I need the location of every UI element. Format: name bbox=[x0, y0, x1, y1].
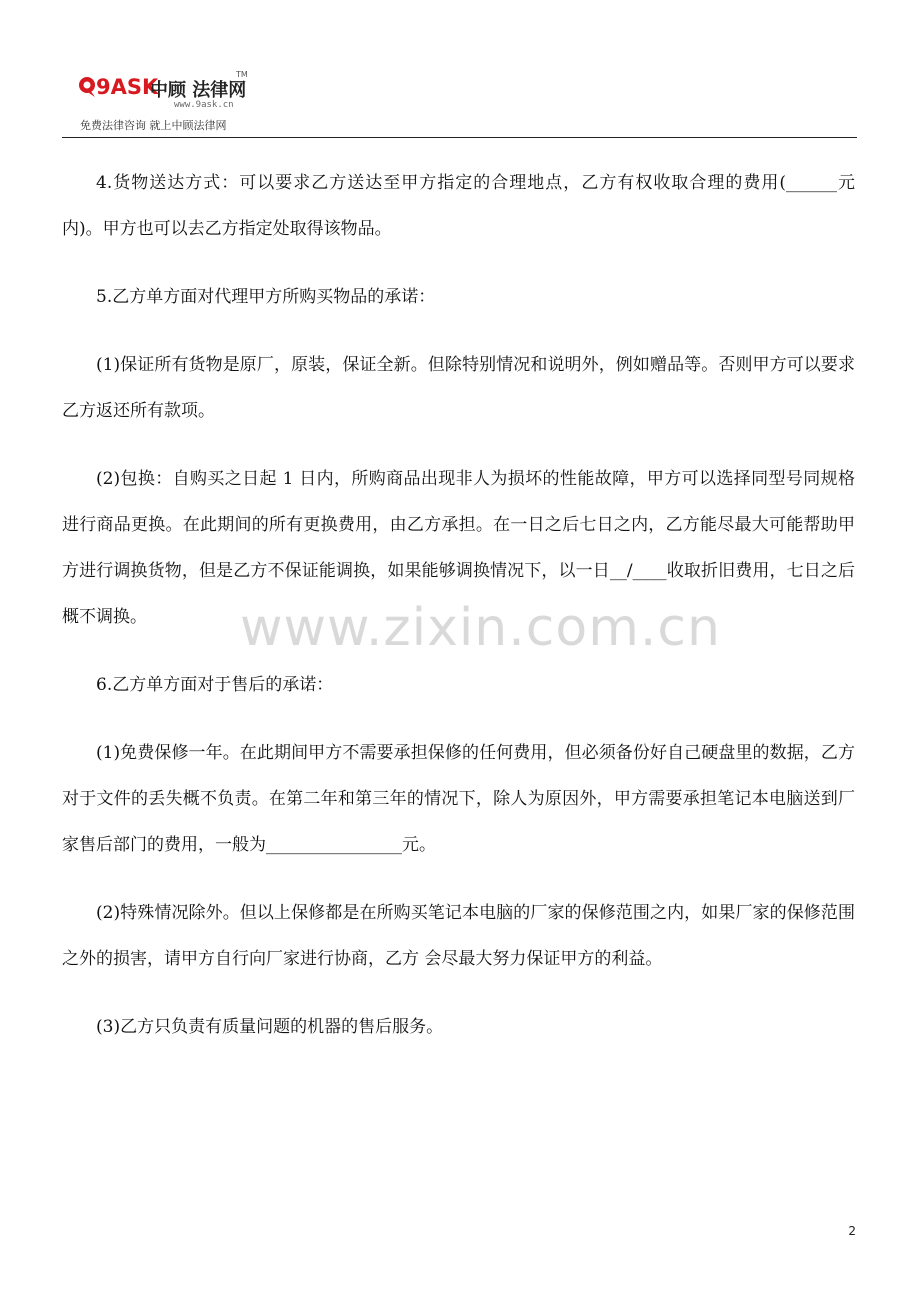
watermark: www.zixin.com.cn bbox=[240, 598, 721, 658]
clause-4-delivery: 4.货物送达方式：可以要求乙方送达至甲方指定的合理地点，乙方有权收取合理的费用(______元内)。甲方也可以去乙方指定处取得该物品。 bbox=[62, 173, 855, 239]
logo-ask-text: 9ASK bbox=[96, 75, 159, 99]
clause-5-heading: 5.乙方单方面对代理甲方所购买物品的承诺： bbox=[96, 287, 436, 307]
clause-6-item-1: (1)免费保修一年。在此期间甲方不需要承担保修的任何费用，但必须备份好自己硬盘里的数据，乙方对于文件的丢失概不负责。在第二年和第三年的情况下，除人为原因外，甲方需要承担笔记本电脑送到厂家售后部门的费用，一般为________________元。 bbox=[62, 743, 855, 855]
site-logo bbox=[78, 70, 318, 130]
clause-6-item-3: (3)乙方只负责有质量问题的机器的售后服务。 bbox=[96, 1017, 444, 1037]
logo-tagline: 免费法律咨询 就上中顾法律网 bbox=[80, 119, 227, 132]
page-number: 2 bbox=[848, 1224, 856, 1238]
trademark-mark: TM bbox=[236, 70, 248, 79]
logo-url: www.9ask.cn bbox=[174, 100, 234, 110]
document-body bbox=[62, 160, 855, 1072]
clause-5-item-2: (2)包换：自购买之日起 1 日内，所购商品出现非人为损坏的性能故障，甲方可以选择同型号同规格进行商品更换。在此期间的所有更换费用，由乙方承担。在一日之后七日之内，乙方能尽最大可能帮助甲方进行调换货物，但是乙方不保证能调换，如果能够调换情况下，以一日__/____收取折旧费用，七日之后概不调换。 bbox=[62, 469, 855, 627]
clause-6-heading: 6.乙方单方面对于售后的承诺： bbox=[96, 675, 334, 695]
logo-chinese-text: 中顾 法律网 bbox=[150, 80, 247, 101]
clause-5-item-1: (1)保证所有货物是原厂，原装，保证全新。但除特别情况和说明外，例如赠品等。否则甲方可以要求乙方返还所有款项。 bbox=[62, 355, 855, 421]
clause-6-item-2: (2)特殊情况除外。但以上保修都是在所购买笔记本电脑的厂家的保修范围之内，如果厂家的保修范围之外的损害，请甲方自行向厂家进行协商，乙方 会尽最大努力保证甲方的利益。 bbox=[62, 903, 855, 969]
page-header bbox=[78, 70, 858, 138]
header-divider bbox=[62, 137, 857, 138]
